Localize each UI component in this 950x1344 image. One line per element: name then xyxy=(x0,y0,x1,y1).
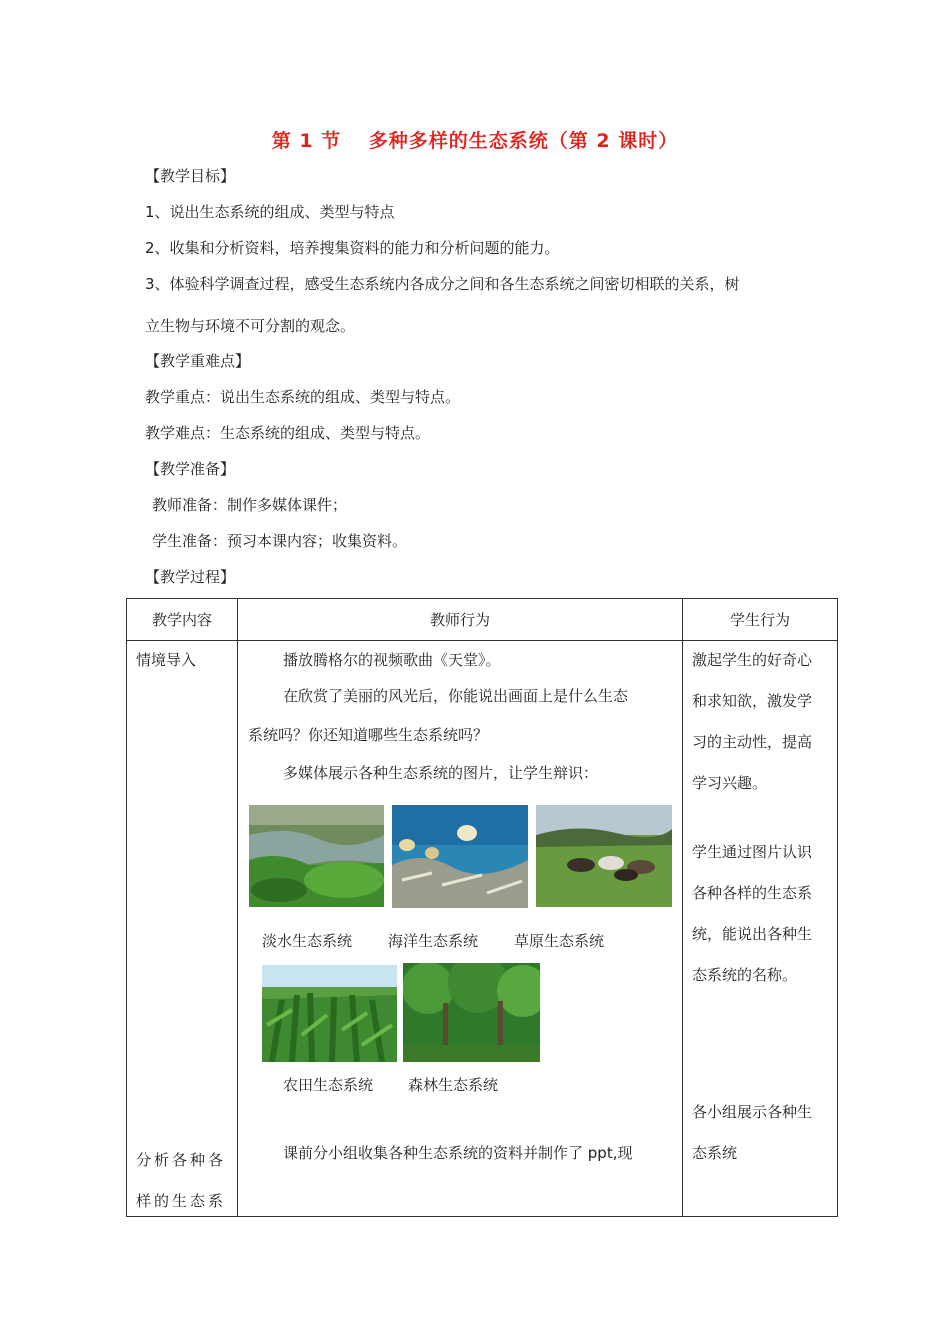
student-s1-3: 习的主动性，提高 xyxy=(692,733,813,751)
caption-ocean: 海洋生态系统 xyxy=(388,932,479,950)
student-s2-1: 学生通过图片认识 xyxy=(692,843,813,861)
analysis-label-1: 分析各种各 xyxy=(136,1151,227,1169)
caption-freshwater: 淡水生态系统 xyxy=(262,932,353,950)
caption-forest: 森林生态系统 xyxy=(408,1076,499,1094)
difficult-point: 教学难点：生态系统的组成、类型与特点。 xyxy=(145,424,431,442)
freshwater-photo xyxy=(249,805,384,907)
intro-label: 情境导入 xyxy=(136,651,197,669)
page-title: 第 1 节 多种多样的生态系统（第 2 课时） xyxy=(271,130,679,152)
student-s1-4: 学习兴趣。 xyxy=(692,774,768,792)
student-cell xyxy=(683,641,838,1217)
goal-2: 2、收集和分析资料，培养搜集资料的能力和分析问题的能力。 xyxy=(145,239,560,257)
student-s3-2: 态系统 xyxy=(692,1144,738,1162)
prep-heading: 【教学准备】 xyxy=(145,460,236,478)
student-s2-4: 态系统的名称。 xyxy=(692,966,798,984)
caption-grassland: 草原生态系统 xyxy=(514,932,605,950)
student-prep: 学生准备：预习本课内容；收集资料。 xyxy=(152,532,408,550)
student-s1-2: 和求知欲，激发学 xyxy=(692,692,813,710)
key-point: 教学重点：说出生态系统的组成、类型与特点。 xyxy=(145,388,461,406)
goals-heading: 【教学目标】 xyxy=(145,167,236,185)
teacher-p2b: 系统吗？你还知道哪些生态系统吗？ xyxy=(248,726,489,744)
header-teacher: 教师行为 xyxy=(238,599,683,641)
key-heading: 【教学重难点】 xyxy=(145,352,251,370)
goal-1: 1、说出生态系统的组成、类型与特点 xyxy=(145,203,395,221)
teacher-p4: 课前分小组收集各种生态系统的资料并制作了 ppt,现 xyxy=(283,1144,633,1162)
header-student: 学生行为 xyxy=(683,599,838,641)
analysis-label-2: 样的生态系 xyxy=(136,1192,227,1210)
student-s2-3: 统，能说出各种生 xyxy=(692,925,813,943)
process-heading: 【教学过程】 xyxy=(145,568,236,586)
student-s3-1: 各小组展示各种生 xyxy=(692,1103,813,1121)
goal-3-line1: 3、体验科学调查过程，感受生态系统内各成分之间和各生态系统之间密切相联的关系，树 xyxy=(145,275,740,293)
grassland-photo xyxy=(536,805,672,907)
farmland-photo xyxy=(262,965,397,1062)
ocean-photo xyxy=(392,805,528,908)
goal-3-line2: 立生物与环境不可分割的观念。 xyxy=(145,317,356,335)
student-s2-2: 各种各样的生态系 xyxy=(692,884,813,902)
teacher-p3: 多媒体展示各种生态系统的图片，让学生辩识： xyxy=(283,764,599,782)
student-s1-1: 激起学生的好奇心 xyxy=(692,651,813,669)
teacher-cell xyxy=(238,641,683,1217)
teacher-prep: 教师准备：制作多媒体课件； xyxy=(152,496,348,514)
content-cell xyxy=(127,641,238,1217)
forest-photo xyxy=(403,963,540,1062)
caption-farmland: 农田生态系统 xyxy=(283,1076,374,1094)
teacher-p1: 播放腾格尔的视频歌曲《天堂》。 xyxy=(283,651,501,669)
teacher-p2a: 在欣赏了美丽的风光后，你能说出画面上是什么生态 xyxy=(283,687,629,705)
header-content: 教学内容 xyxy=(127,599,238,641)
lesson-table xyxy=(126,598,838,1217)
